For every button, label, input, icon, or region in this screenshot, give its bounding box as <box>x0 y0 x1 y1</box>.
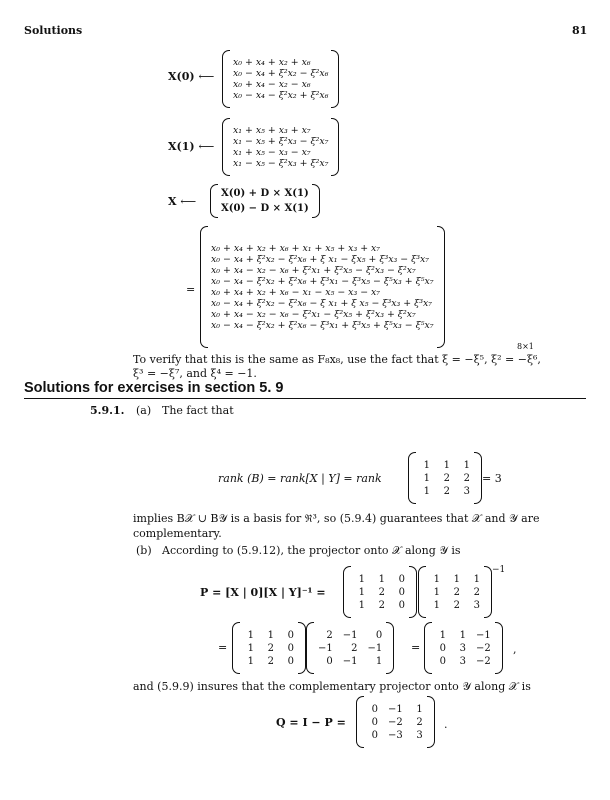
p-comma: , <box>513 643 517 656</box>
matrix-entry: −1 <box>342 655 358 667</box>
matrix-entry: 2 <box>378 586 385 598</box>
big-equals: = <box>186 283 196 296</box>
x0-row: x₀ + x₄ + x₂ + x₆ <box>233 57 311 68</box>
p-matrix-2 <box>418 566 492 618</box>
part-b-intro: According to (5.9.12), the projector onto 𝒳 along 𝒴 is <box>162 544 461 557</box>
rank-equation-left: rank (B) = rank[X | Y] = rank <box>218 472 382 485</box>
p-matrix-4 <box>306 622 394 674</box>
matrix-entry: 0 <box>439 642 446 654</box>
matrix-entry: 2 <box>453 599 460 611</box>
matrix-entry: 0 <box>398 573 405 585</box>
p-equals-3: = <box>411 641 421 654</box>
big-row: x₀ − x₄ + ξ²x₂ − ξ²x₆ − ξ x₁ + ξ x₅ − ξ³x₃ + ξ³x₇ <box>211 298 433 309</box>
matrix-entry: 2 <box>463 472 470 484</box>
rank-result: = 3 <box>482 472 502 485</box>
matrix-entry: 1 <box>247 655 254 667</box>
matrix-entry: 2 <box>443 472 450 484</box>
matrix-entry: 0 <box>326 655 333 667</box>
matrix-entry: −2 <box>476 642 491 654</box>
big-row: x₀ + x₄ − x₂ − x₆ − ξ²x₁ − ξ²x₅ + ξ²x₃ + ξ²x₇ <box>211 309 416 320</box>
matrix-entry: 2 <box>443 485 450 497</box>
section-title: Solutions for exercises in section 5. 9 <box>24 380 284 396</box>
big-row: x₀ + x₄ − x₂ − x₆ + ξ²x₁ + ξ²x₅ − ξ²x₃ − ξ²x₇ <box>211 265 416 276</box>
x0-matrix <box>222 50 339 108</box>
matrix-entry: 1 <box>375 655 383 667</box>
matrix-entry: 0 <box>439 655 446 667</box>
x1-row: x₁ − x₅ + ξ²x₃ − ξ²x₇ <box>233 136 329 147</box>
big-matrix-size: 8×1 <box>517 342 534 351</box>
rank-matrix <box>408 452 482 504</box>
matrix-entry: 2 <box>326 629 333 641</box>
q-matrix <box>356 696 435 748</box>
big-row: x₀ + x₄ + x₂ + x₆ + x₁ + x₅ + x₃ + x₇ <box>211 243 381 254</box>
big-row: x₀ + x₄ + x₂ + x₆ − x₁ − x₅ − x₃ − x₇ <box>211 287 381 298</box>
matrix-entry: 0 <box>287 655 294 667</box>
matrix-entry: 2 <box>267 642 274 654</box>
matrix-entry: −1 <box>318 642 333 654</box>
big-row: x₀ − x₄ + ξ²x₂ − ξ²x₆ + ξ x₁ − ξx₅ + ξ³x₃ − ξ³x₇ <box>211 254 430 265</box>
verify-text-2: ξ³ = −ξ⁷, and ξ⁴ = −1. <box>133 367 257 380</box>
matrix-entry: 0 <box>371 729 378 741</box>
p-equals-2: = <box>218 641 228 654</box>
x0-row: x₀ + x₄ − x₂ − x₆ <box>233 79 311 90</box>
matrix-entry: 0 <box>398 599 405 611</box>
section-rule <box>24 398 586 399</box>
matrix-entry: 3 <box>459 655 466 667</box>
x1-row: x₁ − x₅ − ξ²x₃ + ξ²x₇ <box>233 158 329 169</box>
matrix-entry: 2 <box>351 642 358 654</box>
part-b-text: and (5.9.9) insures that the complementary projector onto 𝒴 along 𝒳 is <box>133 680 531 693</box>
q-equation-left: Q = I − P = <box>276 716 346 729</box>
matrix-entry: 1 <box>433 599 440 611</box>
big-matrix <box>200 226 445 348</box>
x-matrix <box>210 184 320 218</box>
matrix-entry: 0 <box>375 629 383 641</box>
matrix-entry: 0 <box>371 703 378 715</box>
matrix-entry: 1 <box>358 599 365 611</box>
matrix-entry: 1 <box>443 459 450 471</box>
matrix-entry: 2 <box>453 586 460 598</box>
matrix-entry: 3 <box>463 485 470 497</box>
matrix-entry: −2 <box>476 655 491 667</box>
matrix-entry: 1 <box>267 629 274 641</box>
running-header: Solutions <box>24 24 83 37</box>
matrix-entry: 0 <box>287 629 294 641</box>
x0-row: x₀ − x₄ + ξ²x₂ − ξ²x₆ <box>233 68 329 79</box>
p-matrix-5 <box>424 622 503 674</box>
x-row: X(0) + D × X(1) <box>221 188 309 199</box>
x-row: X(0) − D × X(1) <box>221 203 309 214</box>
matrix-entry: 2 <box>473 586 480 598</box>
matrix-entry: 1 <box>423 459 430 471</box>
page-number: 81 <box>572 24 588 37</box>
p-matrix-3 <box>232 622 306 674</box>
part-b-label: (b) <box>136 544 152 557</box>
big-row: x₀ − x₄ − ξ²x₂ + ξ²x₆ + ξ³x₁ − ξ³x₅ − ξ⁵x₃ + ξ⁵x₇ <box>211 276 434 287</box>
part-a-intro: The fact that <box>162 404 234 417</box>
matrix-entry: 1 <box>453 573 460 585</box>
part-a-label: (a) <box>136 404 152 417</box>
matrix-entry: 0 <box>371 716 378 728</box>
matrix-entry: 1 <box>463 459 470 471</box>
matrix-entry: −1 <box>367 642 383 654</box>
matrix-entry: 1 <box>423 485 430 497</box>
x0-label: X(0) ⟵ <box>168 70 215 83</box>
big-row: x₀ − x₄ − ξ²x₂ + ξ²x₆ − ξ³x₁ + ξ³x₅ + ξ⁵x₃ − ξ⁵x₇ <box>211 320 434 331</box>
matrix-entry: −3 <box>388 729 403 741</box>
x0-row: x₀ − x₄ − ξ²x₂ + ξ²x₆ <box>233 90 329 101</box>
matrix-entry: 1 <box>433 586 440 598</box>
matrix-entry: 1 <box>247 642 254 654</box>
matrix-entry: 3 <box>473 599 480 611</box>
verify-text-1: To verify that this is the same as F₈x₈, use the fact that ξ = −ξ⁵, ξ² = −ξ⁶, <box>133 353 541 366</box>
x-label: X ⟵ <box>168 195 197 208</box>
matrix-entry: −2 <box>388 716 403 728</box>
matrix-entry: −1 <box>388 703 403 715</box>
matrix-entry: 1 <box>473 573 480 585</box>
matrix-entry: 3 <box>459 642 466 654</box>
matrix-entry: −1 <box>342 629 358 641</box>
matrix-entry: −1 <box>476 629 491 641</box>
p-equation-left: P = [X | 0][X | Y]⁻¹ = <box>200 586 326 599</box>
exercise-number: 5.9.1. <box>90 404 125 417</box>
matrix-entry: 0 <box>287 642 294 654</box>
matrix-entry: 1 <box>416 703 423 715</box>
matrix-entry: 1 <box>378 573 385 585</box>
part-a-text-2: complementary. <box>133 527 222 540</box>
matrix-entry: 2 <box>378 599 385 611</box>
matrix-entry: 1 <box>358 586 365 598</box>
inverse-exponent: −1 <box>492 565 506 575</box>
matrix-entry: 1 <box>439 629 446 641</box>
x1-row: x₁ + x₅ + x₃ + x₇ <box>233 125 311 136</box>
matrix-entry: 1 <box>247 629 254 641</box>
matrix-entry: 0 <box>398 586 405 598</box>
x1-label: X(1) ⟵ <box>168 140 215 153</box>
part-a-text-1: implies B𝒳 ∪ B𝒴 is a basis for ℜ³, so (5.9.4) guarantees that 𝒳 and 𝒴 are <box>133 512 540 525</box>
matrix-entry: 2 <box>416 716 423 728</box>
matrix-entry: 1 <box>433 573 440 585</box>
matrix-entry: 1 <box>459 629 466 641</box>
x1-row: x₁ + x₅ − x₃ − x₇ <box>233 147 311 158</box>
matrix-entry: 2 <box>267 655 274 667</box>
q-period: . <box>444 718 448 731</box>
matrix-entry: 1 <box>423 472 430 484</box>
matrix-entry: 1 <box>358 573 365 585</box>
p-matrix-1 <box>343 566 417 618</box>
matrix-entry: 3 <box>416 729 423 741</box>
x1-matrix <box>222 118 339 176</box>
